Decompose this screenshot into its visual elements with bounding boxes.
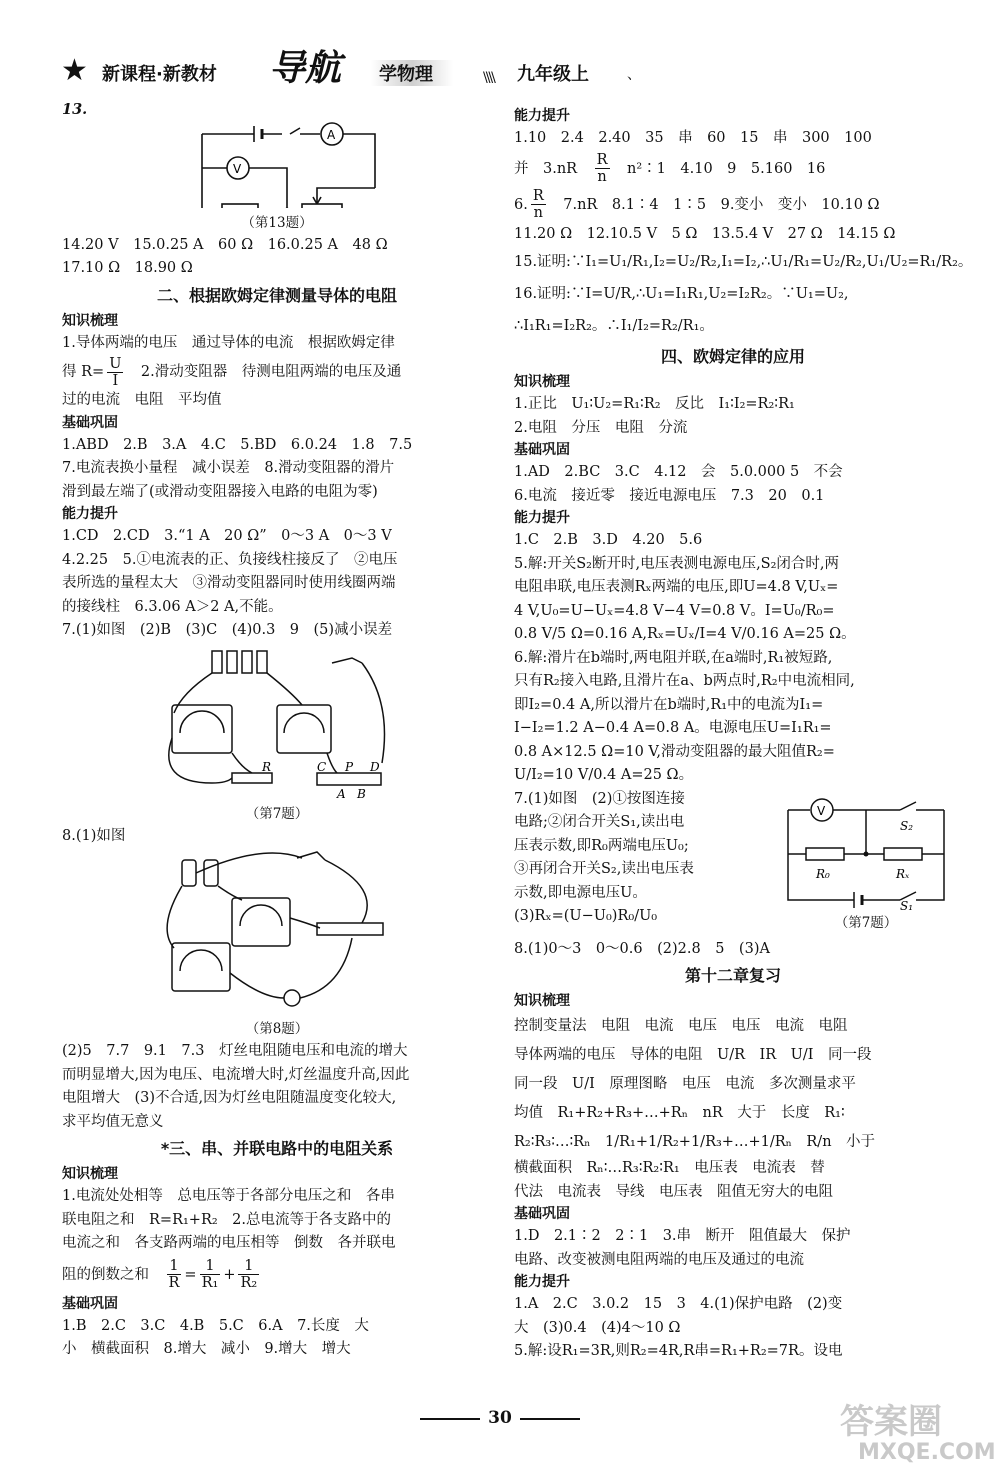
heading-jichu-4: 基础巩固: [514, 442, 570, 458]
s4-n2: 5.解:开关S₂断开时,电压表测电源电压,S₂闭合时,两: [514, 555, 840, 572]
c12-n3: 5.解:设R₁=3R,则R₂=4R,R串=R₁+R₂=7R。设电: [514, 1343, 843, 1359]
fraction-r-over-n: [595, 152, 610, 185]
answers-17-18: 17.10 Ω 18.90 Ω: [62, 260, 193, 276]
s4-j2: 6.电流 接近零 接近电源电压 7.3 20 0.1: [514, 487, 825, 504]
page-number: 30: [488, 1408, 512, 1428]
s2-q8b: 而明显增大,因为电压、电流增大时,灯丝温度升高,因此: [62, 1066, 410, 1083]
caption-q7: （第7题）: [245, 805, 309, 822]
s4-n6: 6.解:滑片在b端时,两电阻并联,在a端时,R₁被短路,: [514, 649, 833, 666]
c12-j2: 电路、改变被测电阻两端的电压及通过的电流: [514, 1251, 804, 1268]
ammeter-icon: A: [327, 127, 336, 142]
s4-q7c: 压表示数,即R₀两端电压U₀;: [514, 837, 689, 854]
s4-q7d: ③再闭合开关S₂,读出电压表: [514, 861, 694, 877]
fraction-1-over-r1: [200, 1258, 221, 1291]
r3: [514, 187, 952, 223]
s4-n10: 0.8 A×12.5 Ω=10 V,滑动变阻器的最大阻值R₂=: [514, 743, 835, 760]
r1: 1.10 2.4 2.40 35 串 60 15 串 300 100: [514, 130, 872, 146]
s2-n1: 1.CD 2.CD 3.“1 A 20 Ω” 0～3 A 0～3 V: [62, 528, 392, 544]
s3-j1: 1.B 2.C 3.C 4.B 5.C 6.A 7.长度 大: [62, 1317, 369, 1334]
star-icon: ★: [61, 53, 88, 88]
s4-n3: 电阻串联,电压表测Rₓ两端的电压,即U=4.8 V,Uₓ=: [514, 579, 839, 595]
den: R₂: [240, 1275, 258, 1291]
watermark-url: MXQE.COM: [858, 1440, 996, 1465]
s4-q7e: 示数,即电源电压U。: [514, 884, 647, 901]
s3-k3: 电流之和 各支路两端的电压相等 倒数 各并联电: [62, 1235, 396, 1251]
r7: ∴I₁R₁=I₂R₂。∴I₁/I₂=R₂/R₁。: [514, 318, 714, 334]
c12-2: 导体两端的电压 导体的电阻 U/R IR U/I 同一段: [514, 1047, 872, 1063]
heading-nengli-r: 能力提升: [514, 108, 570, 124]
s2-j1: 1.ABD 2.B 3.A 4.C 5.BD 6.0.24 1.8 7.5: [62, 436, 413, 453]
c12-5: R₂∶R₃∶…∶Rₙ 1/R₁+1/R₂+1/R₃+…+1/Rₙ R/n 小于: [514, 1134, 876, 1150]
s2-j3: 滑到最左端了(或滑动变阻器接入电路的电阻为零): [62, 483, 378, 500]
section-4-title: 四、欧姆定律的应用: [660, 347, 805, 366]
c12-n2: 大 (3)0.4 (4)4～10 Ω: [514, 1319, 681, 1336]
answers-14-16: 14.20 V 15.0.25 A 60 Ω 16.0.25 A 48 Ω: [62, 236, 388, 253]
den: R₁: [201, 1275, 219, 1291]
label-P: P: [345, 759, 354, 774]
label-D: D: [370, 759, 380, 774]
s4-n4: 4 V,U₀=U−Uₓ=4.8 V−4 V=0.8 V。I=U₀/R₀=: [514, 602, 835, 619]
s2-n5: 7.(1)如图 (2)B (3)C (4)0.3 9 (5)减小误差: [62, 622, 393, 638]
text: 得 R=: [62, 364, 105, 380]
q7-apparatus-illustration: [62, 643, 492, 803]
left-column: [62, 98, 492, 1362]
s2-k1c: 过的电流 电阻 平均值: [62, 392, 222, 408]
label-Rx: Rₓ: [896, 866, 910, 881]
logo-text: 导航: [269, 48, 342, 89]
num: R: [596, 152, 608, 168]
caption-q13: （第13题）: [241, 214, 313, 231]
r2: [514, 151, 952, 187]
s3-k1: 1.电流处处相等 总电压等于各部分电压之和 各串: [62, 1188, 395, 1204]
s2-k1a: 1.导体两端的电压 通过导体的电流 根据欧姆定律: [62, 334, 395, 351]
fraction-1-over-r: [167, 1258, 182, 1291]
right-column: [514, 106, 973, 1364]
q13-label: 13.: [62, 101, 88, 118]
q7-text: [514, 788, 694, 929]
s4-n9: I−I₂=1.2 A−0.4 A=0.8 A。电源电压U=I₁R₁=: [514, 720, 832, 736]
heading-jichu-5: 基础巩固: [514, 1206, 570, 1222]
s4-k1: 1.正比 U₁∶U₂=R₁∶R₂ 反比 I₁∶I₂=R₂∶R₁: [514, 396, 795, 412]
label-A: A: [337, 786, 346, 801]
num: U: [109, 355, 122, 372]
text: 并 3.nR: [514, 160, 578, 177]
num: 1: [167, 1258, 182, 1275]
num: 1: [238, 1258, 259, 1275]
watermark-logo: 答案圈: [840, 1402, 942, 1442]
den: R: [168, 1275, 180, 1291]
q7-block: [514, 788, 952, 938]
header-mark: 、: [627, 67, 641, 83]
series-title: 新课程·新教材: [102, 64, 217, 85]
page-header: [55, 40, 675, 90]
s4-q7f: (3)Rₓ=(U−U₀)R₀/U₀: [514, 908, 658, 924]
s2-n2: 4.2.25 5.①电流表的正、负接线柱接反了 ②电压: [62, 551, 398, 568]
c12-j1: 1.D 2.1∶2 2∶1 3.串 断开 阻值最大 保护: [514, 1228, 851, 1244]
s3-j2: 小 横截面积 8.增大 减小 9.增大 增大: [62, 1341, 351, 1357]
c12-n1: 1.A 2.C 3.0.2 15 3 4.(1)保护电路 (2)变: [514, 1296, 843, 1312]
s2-k1b: [62, 355, 492, 389]
s4-n8: 即I₂=0.4 A,所以滑片在b端时,R₁中的电流为I₁=: [514, 696, 824, 713]
heading-nengli: 能力提升: [62, 506, 118, 522]
voltmeter-icon: V: [817, 803, 826, 818]
heading-nengli-5: 能力提升: [514, 1274, 570, 1290]
heading-zhishi-4: 知识梳理: [514, 374, 570, 390]
s4-n1: 1.C 2.B 3.D 4.20 5.6: [514, 532, 703, 548]
label-S2: S₂: [900, 818, 914, 833]
footer-rule-right: [520, 1418, 580, 1420]
c12-7: 代法 电流表 导线 电压表 阻值无穷大的电阻: [514, 1183, 833, 1200]
heading-jichu-3: 基础巩固: [62, 1295, 118, 1312]
label-S1: S₁: [900, 898, 914, 910]
heading-zhishi-3: 知识梳理: [62, 1166, 118, 1182]
s4-k2: 2.电阻 分压 电阻 分流: [514, 419, 688, 436]
s4-q8: 8.(1)0～3 0～0.6 (2)2.8 5 (3)A: [514, 940, 770, 957]
s4-n11: U/I₂=10 V/0.4 A=25 Ω。: [514, 767, 694, 783]
heading-nengli-4: 能力提升: [514, 510, 570, 526]
footer-rule-left: [420, 1418, 480, 1420]
s4-j1: 1.AD 2.BC 3.C 4.12 会 5.0.000 5 不会: [514, 464, 843, 480]
s2-n3: 表所选的量程太大 ③滑动变阻器同时使用线圈两端: [62, 575, 396, 591]
heading-jichu: 基础巩固: [62, 414, 118, 431]
q8-label: 8.(1)如图: [62, 827, 126, 844]
text: 7.nR 8.1∶4 1∶5 9.变小 变小 10.10 Ω: [563, 196, 880, 213]
c12-4: 均值 R₁+R₂+R₃+…+Rₙ nR 大于 长度 R₁∶: [514, 1105, 845, 1121]
fraction-1-over-r2: [238, 1258, 259, 1291]
s2-n4: 的接线柱 6.3.06 A＞2 A,不能。: [62, 598, 283, 615]
section-3-title: *三、串、并联电路中的电阻关系: [160, 1139, 394, 1158]
c12-6: 横截面积 Rₙ∶…R₃∶R₂∶R₁ 电压表 电流表 替: [514, 1160, 825, 1176]
label-R: R: [262, 759, 272, 774]
q13-circuit-diagram: [62, 108, 492, 208]
s2-q8c: 电阻增大 (3)不合适,因为灯丝电阻随温度变化较大,: [62, 1090, 397, 1106]
fraction-r-over-n-2: [531, 188, 546, 221]
header-stripes: \\\\: [483, 70, 494, 86]
c12-1: 控制变量法 电阻 电流 电压 电压 电流 电阻: [514, 1018, 848, 1034]
den: n: [597, 169, 607, 185]
s2-j2: 7.电流表换小量程 减小误差 8.滑动变阻器的滑片: [62, 460, 395, 476]
label-C: C: [317, 759, 327, 774]
fraction-u-over-i: [107, 356, 123, 389]
s2-q8a: (2)5 7.7 9.1 7.3 灯丝电阻随电压和电流的增大: [62, 1043, 408, 1059]
heading-zhishi: 知识梳理: [62, 312, 118, 329]
s4-n5: 0.8 V/5 Ω=0.16 A,Rₓ=Uₓ/I=4 V/0.16 A=25 Ω。: [514, 626, 856, 642]
text: n²∶1 4.10 9 5.160 16: [627, 160, 826, 177]
text: 2.滑动变阻器 待测电阻两端的电压及通: [126, 364, 402, 380]
label-B: B: [357, 786, 366, 801]
grade-title: 九年级上: [517, 64, 589, 85]
text: 6.: [514, 196, 528, 213]
q7-circuit-diagram: [776, 788, 952, 910]
c12-3: 同一段 U/I 原理图略 电压 电流 多次测量求平: [514, 1076, 856, 1092]
q8-apparatus-illustration: [62, 848, 492, 1018]
heading-zhishi-5: 知识梳理: [514, 993, 570, 1009]
label-R0: R₀: [816, 866, 830, 881]
den: n: [533, 205, 543, 221]
subject-title: 学物理: [371, 60, 453, 86]
s3-k2: 联电阻之和 R=R₁+R₂ 2.总电流等于各支路中的: [62, 1211, 392, 1228]
s4-n7: 只有R₂接入电路,且滑片在a、b两点时,R₂中电流相同,: [514, 673, 855, 689]
r4: 11.20 Ω 12.10.5 V 5 Ω 13.5.4 V 27 Ω 14.15 Ω: [514, 225, 896, 242]
section-2-title: 二、根据欧姆定律测量导体的电阻: [156, 285, 397, 305]
s3-k4: 阻的倒数之和 $\frac{1}{R}$ = $\frac{1}{\text{R₁}}$ + $\frac{1}{\text{R₂}}$: [62, 1258, 258, 1291]
caption-q8: （第8题）: [245, 1021, 309, 1037]
chapter-review-title: 第十二章复习: [684, 966, 781, 985]
caption-q7-right: （第7题）: [834, 914, 898, 931]
den: I: [112, 372, 119, 389]
num: 1: [200, 1258, 221, 1275]
r6: 16.证明:∵I=U/R,∴U₁=I₁R₁,U₂=I₂R₂。∵U₁=U₂,: [514, 286, 849, 302]
s4-q7b: 电路;②闭合开关S₁,读出电: [514, 814, 685, 830]
num: R: [532, 188, 544, 204]
r5: 15.证明:∵I₁=U₁/R₁,I₂=U₂/R₂,I₁=I₂,∴U₁/R₁=U₂/R₂,U₁/U₂=R₁/R₂。: [514, 254, 973, 270]
s4-q7a: 7.(1)如图 (2)①按图连接: [514, 790, 685, 807]
voltmeter-icon: V: [233, 161, 242, 176]
s2-q8d: 求平均值无意义: [62, 1113, 164, 1130]
text: 阻的倒数之和: [62, 1266, 149, 1283]
